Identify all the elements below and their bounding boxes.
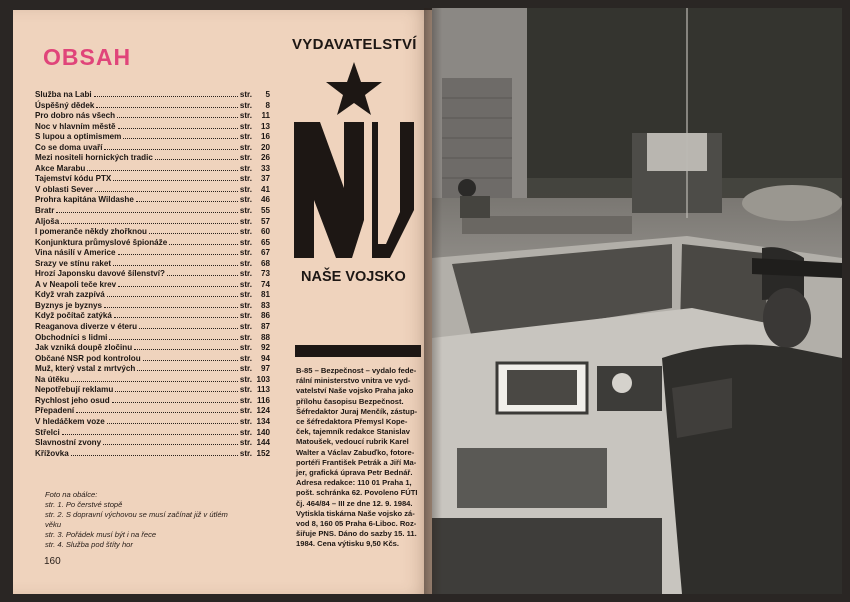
toc-entry-page: 11	[261, 111, 270, 121]
toc-str-label: str.	[239, 290, 252, 300]
toc-entry	[35, 375, 270, 386]
dot-leader	[118, 254, 238, 255]
toc-entry-title: Když vrah zazpívá	[35, 290, 105, 300]
photo-note-heading: Foto na obálce:	[45, 490, 98, 499]
page-number: 160	[44, 556, 61, 567]
toc-entry	[35, 364, 270, 375]
toc-entry	[35, 280, 270, 291]
dot-leader	[115, 391, 238, 392]
toc-str-label: str.	[239, 216, 252, 226]
toc-str-label: str.	[239, 111, 252, 121]
toc-entry-page: 33	[260, 163, 270, 173]
toc-entry	[35, 343, 270, 354]
toc-entry-page: 86	[260, 311, 270, 321]
toc-entry-title: Střelci	[35, 427, 60, 437]
toc-str-label: str.	[239, 184, 252, 194]
toc-str-label: str.	[239, 300, 252, 310]
toc-entry-title: Konjunktura průmyslové špionáže	[35, 237, 168, 247]
toc-str-label: str.	[239, 416, 252, 426]
imprint-line: vatelství Naše vojsko Praha jako	[296, 386, 414, 396]
dot-leader	[149, 233, 238, 234]
toc-entry-title: Vina násilí v Americe	[35, 248, 116, 258]
photo-note-line: str. 3. Pořádek musí být i na řece	[45, 530, 157, 539]
dot-leader	[113, 265, 238, 266]
toc-entry-page: 94	[260, 353, 270, 363]
boat-photo	[432, 8, 842, 594]
dot-leader	[56, 212, 238, 213]
toc-entry-page: 97	[260, 364, 270, 374]
toc-entry-page: 65	[260, 237, 270, 247]
dot-leader	[139, 328, 238, 329]
toc-entry-page: 74	[260, 279, 270, 289]
dot-leader	[123, 138, 237, 139]
toc-entry-page: 140	[256, 427, 270, 437]
toc-str-label: str.	[239, 227, 252, 237]
toc-entry	[35, 333, 270, 344]
toc-entry	[35, 217, 270, 228]
imprint-line: jer, grafická úprava Petr Bednář.	[296, 468, 413, 478]
toc-entry-title: Služba na Labi	[35, 90, 92, 99]
toc-entry-page: 37	[260, 174, 270, 184]
imprint-line: portéři František Petrák a Jiří Ma-	[296, 457, 417, 467]
toc-str-label: str.	[239, 343, 252, 353]
toc-str-label: str.	[239, 237, 252, 247]
toc-entry-page: 67	[260, 248, 270, 258]
dot-leader	[95, 191, 238, 192]
toc-str-label: str.	[239, 90, 252, 99]
toc-entry-page: 8	[265, 100, 270, 110]
photo-note-line: str. 1. Po čerstvé stopě	[45, 500, 123, 509]
toc-str-label: str.	[239, 311, 252, 321]
toc-entry	[35, 153, 270, 164]
toc-entry-page: 16	[260, 132, 270, 142]
toc-entry-page: 5	[265, 90, 270, 99]
toc-entry-page: 116	[256, 395, 270, 405]
imprint-line: 1984. Cena výtisku 9,50 Kčs.	[296, 539, 400, 549]
toc-entry-title: Aljoša	[35, 216, 60, 226]
toc-str-label: str.	[239, 121, 252, 131]
imprint-line: rální ministerstvo vnitra ve vyd-	[296, 376, 411, 386]
toc-entry-title: Co se doma uvaří	[35, 142, 103, 152]
dot-leader	[114, 317, 238, 318]
toc-entry	[35, 290, 270, 301]
toc-entry	[35, 438, 270, 449]
toc-entry-page: 92	[260, 343, 270, 353]
toc-entry-title: Na útěku	[35, 374, 70, 384]
dot-leader	[143, 360, 238, 361]
toc-entry	[35, 301, 270, 312]
toc-entry	[35, 449, 270, 460]
toc-entry	[35, 238, 270, 249]
divider-bar	[295, 345, 421, 357]
dot-leader	[76, 412, 238, 413]
dot-leader	[155, 159, 238, 160]
toc-str-label: str.	[239, 132, 252, 142]
toc-entry-title: Obchodníci s lidmi	[35, 332, 108, 342]
toc-entry	[35, 185, 270, 196]
toc-entry	[35, 396, 270, 407]
gutter-shadow	[424, 8, 442, 594]
imprint-line: čj. 464/84 – III ze dne 12. 9. 1984.	[296, 498, 413, 508]
dot-leader	[96, 107, 237, 108]
toc-str-label: str.	[239, 100, 252, 110]
dot-leader	[118, 286, 238, 287]
toc-entry	[35, 90, 270, 101]
toc-entry	[35, 164, 270, 175]
toc-entry-title: Hrozí Japonsku davové šílenství?	[35, 269, 165, 279]
toc-entry-page: 41	[260, 184, 270, 194]
dot-leader	[62, 434, 238, 435]
toc-str-label: str.	[239, 395, 252, 405]
imprint-line: přílohu časopisu Bezpečnost.	[296, 396, 404, 406]
toc-str-label: str.	[239, 248, 252, 258]
imprint-line: Walter a Václav Zabuďko, fotore-	[296, 447, 415, 457]
dot-leader	[118, 128, 238, 129]
toc-entry	[35, 406, 270, 417]
dot-leader	[136, 201, 238, 202]
dot-leader	[107, 296, 238, 297]
toc-entry-title: V hledáčkem voze	[35, 416, 105, 426]
toc-entry-title: I pomeranče někdy zhořknou	[35, 227, 147, 237]
toc-entry	[35, 354, 270, 365]
toc-entry-title: A v Neapoli teče krev	[35, 279, 117, 289]
toc-str-label: str.	[239, 258, 252, 268]
toc-str-label: str.	[239, 174, 252, 184]
toc-entry-page: 60	[260, 227, 270, 237]
toc-entry	[35, 143, 270, 154]
patrol-boat-image	[432, 8, 842, 594]
toc-str-label: str.	[239, 206, 252, 216]
toc-entry-page: 87	[260, 322, 270, 332]
dot-leader	[71, 455, 238, 456]
dot-leader	[107, 423, 238, 424]
toc-str-label: str.	[239, 406, 252, 416]
dot-leader	[104, 149, 237, 150]
toc-entry	[35, 132, 270, 143]
toc-entry	[35, 428, 270, 439]
publisher-logo-icon	[292, 60, 416, 260]
toc-entry	[35, 111, 270, 122]
toc-entry	[35, 195, 270, 206]
toc-entry-title: Byznys je byznys	[35, 300, 103, 310]
toc-str-label: str.	[239, 438, 252, 448]
imprint-line: Adresa redakce: 110 01 Praha 1,	[296, 478, 412, 488]
toc-entry-title: Pro dobro nás všech	[35, 111, 116, 121]
toc-str-label: str.	[239, 195, 252, 205]
publisher-name: VYDAVATELSTVÍ	[292, 36, 417, 53]
imprint-line: Vytiskla tiskárna Naše vojsko zá-	[296, 508, 415, 518]
toc-str-label: str.	[239, 448, 252, 458]
imprint-line: Matoušek, vedoucí rubrik Karel	[296, 437, 409, 447]
toc-entry-title: Když počítač zatýká	[35, 311, 112, 321]
dot-leader	[61, 223, 238, 224]
dot-leader	[113, 180, 238, 181]
toc-entry-page: 88	[260, 332, 270, 342]
dot-leader	[167, 275, 238, 276]
toc-str-label: str.	[239, 163, 252, 173]
toc-entry	[35, 227, 270, 238]
toc-entry	[35, 417, 270, 428]
toc-entry-title: Slavnostní zvony	[35, 438, 102, 448]
toc-entry-page: 73	[260, 269, 270, 279]
toc-entry-page: 113	[256, 385, 270, 395]
imprint-line: Šéfredaktor Juraj Menčík, zástup-	[296, 406, 418, 416]
toc-str-label: str.	[239, 332, 252, 342]
imprint-line: ce šéfredaktora Přemysl Kope-	[296, 417, 408, 427]
toc-entry-title: Muž, který vstal z mrtvých	[35, 364, 136, 374]
toc-str-label: str.	[239, 385, 252, 395]
toc-str-label: str.	[239, 353, 252, 363]
toc-entry-page: 55	[260, 206, 270, 216]
toc-entry-title: Akce Marabu	[35, 163, 86, 173]
toc-entry-page: 13	[260, 121, 270, 131]
toc-str-label: str.	[239, 269, 252, 279]
toc-entry-page: 103	[256, 374, 270, 384]
toc-entry-title: S lupou a optimismem	[35, 132, 122, 142]
table-of-contents	[35, 90, 270, 459]
imprint-line: vod 8, 160 05 Praha 6-Liboc. Roz-	[296, 519, 417, 529]
toc-entry-page: 57	[260, 216, 270, 226]
toc-str-label: str.	[239, 142, 252, 152]
imprint-line: B-85 – Bezpečnost – vydalo fede-	[296, 366, 417, 375]
dot-leader	[71, 381, 238, 382]
toc-entry-title: Úspěšný dědek	[35, 100, 95, 110]
imprint-line: ček, tajemník redakce Stanislav	[296, 427, 410, 437]
toc-entry-page: 134	[256, 416, 270, 426]
imprint-text	[296, 366, 424, 550]
toc-entry	[35, 248, 270, 259]
toc-entry	[35, 101, 270, 112]
dot-leader	[112, 402, 238, 403]
toc-entry-title: Srazy ve stínu raket	[35, 258, 112, 268]
imprint-line: pošt. schránka 62. Povoleno FÚTI	[296, 488, 418, 498]
toc-entry-title: Bratr	[35, 206, 55, 216]
dot-leader	[137, 370, 238, 371]
toc-entry-page: 83	[260, 300, 270, 310]
toc-entry	[35, 206, 270, 217]
toc-str-label: str.	[239, 153, 252, 163]
toc-entry-title: Prohra kapitána Wildashe	[35, 195, 134, 205]
toc-entry-page: 68	[260, 258, 270, 268]
toc-entry-title: Rychlost jeho osud	[35, 395, 110, 405]
toc-str-label: str.	[239, 374, 252, 384]
toc-entry	[35, 269, 270, 280]
toc-str-label: str.	[239, 279, 252, 289]
photo-note-line: věku	[45, 520, 62, 529]
dot-leader	[103, 444, 238, 445]
toc-entry-page: 124	[256, 406, 270, 416]
dot-leader	[117, 117, 238, 118]
magazine-name: NAŠE VOJSKO	[301, 269, 406, 285]
toc-entry-title: Tajemství kódu PTX	[35, 174, 112, 184]
toc-entry-page: 26	[260, 153, 270, 163]
toc-str-label: str.	[239, 364, 252, 374]
toc-entry	[35, 259, 270, 270]
toc-entry	[35, 385, 270, 396]
photo-note-line: str. 2. S dopravní výchovou se musí začínat již v útlém	[45, 510, 228, 519]
toc-entry-title: Občané NSR pod kontrolou	[35, 353, 141, 363]
dot-leader	[87, 170, 237, 171]
toc-entry-title: Mezi nositeli hornických tradic	[35, 153, 153, 163]
toc-entry-title: Noc v hlavním městě	[35, 121, 116, 131]
toc-entry-title: Přepadení	[35, 406, 75, 416]
toc-entry-page: 152	[256, 448, 270, 458]
dot-leader	[109, 339, 237, 340]
dot-leader	[169, 244, 238, 245]
contents-title: OBSAH	[43, 44, 132, 70]
toc-entry-title: Reaganova diverze v éteru	[35, 322, 138, 332]
toc-entry	[35, 174, 270, 185]
dot-leader	[104, 307, 238, 308]
toc-entry	[35, 311, 270, 322]
toc-str-label: str.	[239, 322, 252, 332]
toc-entry	[35, 122, 270, 133]
toc-entry-title: Jak vzniká doupě zločinu	[35, 343, 133, 353]
cover-photo-credits	[45, 490, 280, 550]
dot-leader	[134, 349, 238, 350]
imprint-line: šiřuje PNS. Dáno do sazby 15. 11.	[296, 529, 417, 539]
photo-note-line: str. 4. Služba pod štíty hor	[45, 540, 133, 549]
toc-entry-page: 144	[256, 438, 270, 448]
dot-leader	[94, 96, 238, 97]
toc-entry-title: Nepotřebují reklamu	[35, 385, 114, 395]
toc-entry	[35, 322, 270, 333]
toc-entry-page: 81	[260, 290, 270, 300]
toc-entry-title: V oblasti Sever	[35, 184, 94, 194]
toc-entry-title: Křížovka	[35, 448, 69, 458]
toc-str-label: str.	[239, 427, 252, 437]
toc-entry-page: 46	[260, 195, 270, 205]
toc-entry-page: 20	[260, 142, 270, 152]
